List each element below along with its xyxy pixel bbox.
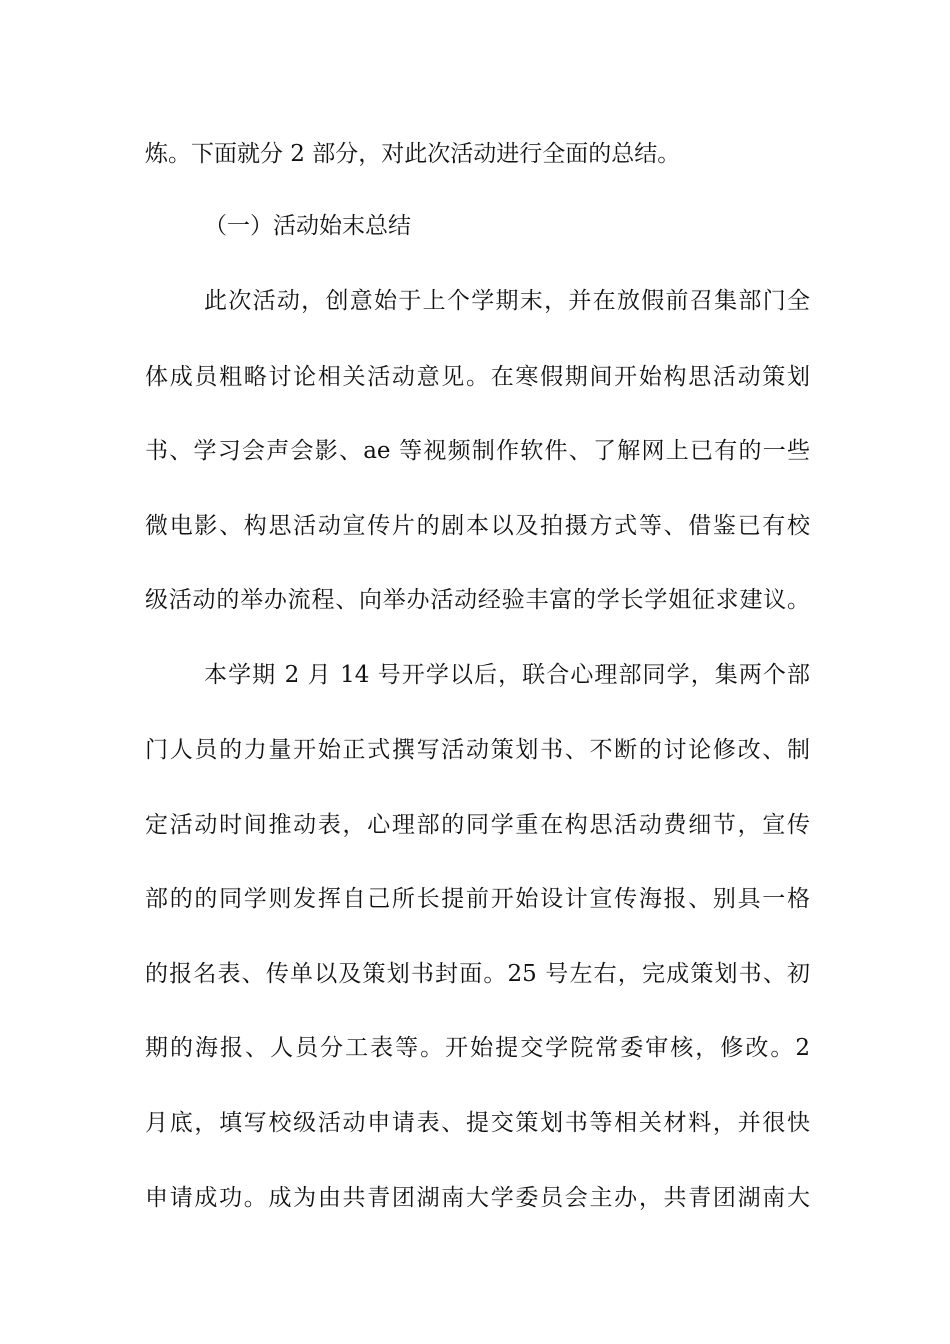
paragraph-line-14: 月底，填写校级活动申请表、提交策划书等相关材料，并很快 [145,1110,810,1136]
paragraph-line-4: 体成员粗略讨论相关活动意见。在寒假期间开始构思活动策划 [145,364,810,390]
paragraph-line-5: 书、学习会声会影、ae 等视频制作软件、了解网上已有的一些 [145,438,810,464]
paragraph-line-15: 申请成功。成为由共青团湖南大学委员会主办，共青团湖南大 [145,1185,810,1211]
paragraph-line-9: 门人员的力量开始正式撰写活动策划书、不断的讨论修改、制 [145,737,810,763]
section-heading: （一）活动始末总结 [204,213,411,239]
paragraph-line-6: 微电影、构思活动宣传片的剧本以及拍摄方式等、借鉴已有校 [145,513,810,539]
paragraph-line-8: 本学期 2 月 14 号开学以后，联合心理部同学，集两个部 [204,662,810,688]
paragraph-line-12: 的报名表、传单以及策划书封面。25 号左右，完成策划书、初 [145,961,810,987]
paragraph-line-1: 炼。下面就分 2 部分，对此次活动进行全面的总结。 [145,141,681,167]
paragraph-line-7: 级活动的举办流程、向举办活动经验丰富的学长学姐征求建议。 [145,587,810,613]
paragraph-line-3: 此次活动，创意始于上个学期末，并在放假前召集部门全 [204,288,810,314]
paragraph-line-13: 期的海报、人员分工表等。开始提交学院常委审核，修改。2 [145,1035,810,1061]
paragraph-line-10: 定活动时间推动表，心理部的同学重在构思活动费细节，宣传 [145,812,810,838]
paragraph-line-11: 部的的同学则发挥自己所长提前开始设计宣传海报、别具一格 [145,886,810,912]
